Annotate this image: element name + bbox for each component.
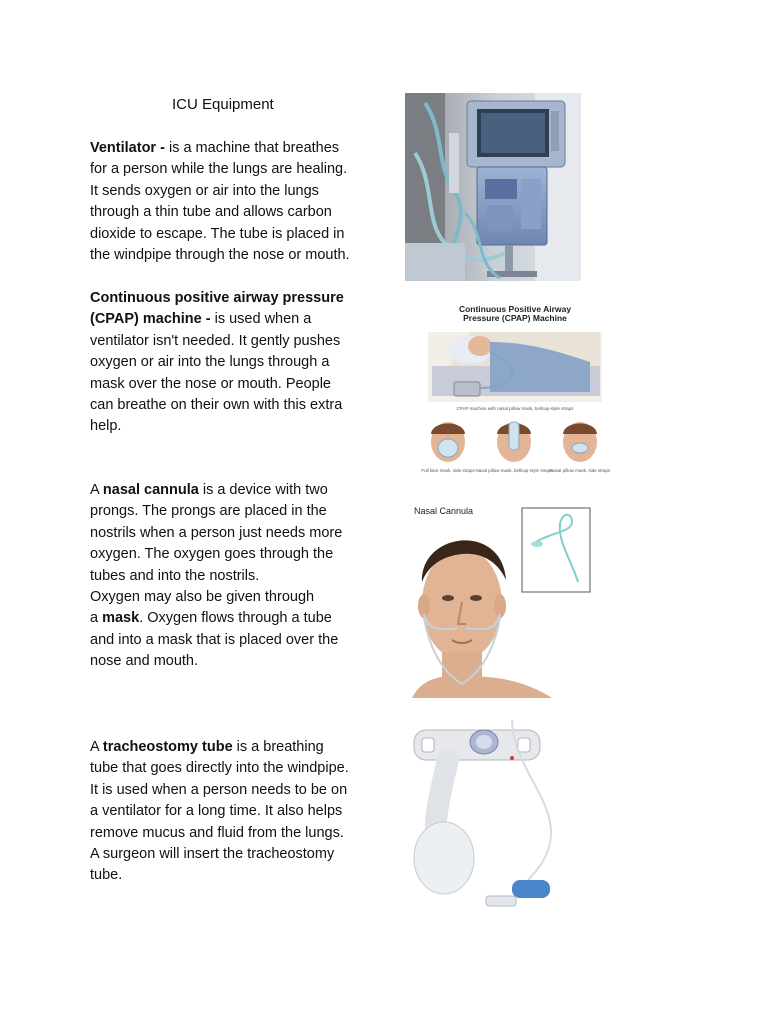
ventilator-term: Ventilator -: [90, 140, 169, 156]
tracheostomy-paragraph: A tracheostomy tube is a breathing tube that goes directly into the windpipe. It is used when a person needs to be on a ventilator for a long time. It also helps remove mucus and fluid from the lungs. A surgeon will insert the tracheostomy tube.: [90, 739, 349, 884]
nasal-cannula-paragraph: A nasal cannula is a device with two prongs. The prongs are placed in the nostrils when a person just needs more oxygen. The oxygen goes through the tubes and into the nostrils. Oxygen may also be given through a mask. Oxygen flows through a tube and into a mask that is placed over the nose and mouth.: [90, 482, 343, 670]
ventilator-image: [405, 93, 581, 281]
cpap-label-3: Nasal pillow mask, side straps: [549, 468, 611, 473]
cpap-paragraph: Continuous positive airway pressure (CPAP) machine - is used when a ventilator isn't needed. It gently pushes oxygen or air into the lungs through a mask over the nose or mouth. People can breathe on their own with this extra help.: [90, 290, 344, 435]
cpap-label-1: Full face mask, side straps: [421, 468, 475, 473]
nasal-cannula-label: Nasal Cannula: [414, 506, 474, 516]
nasal-cannula-term: nasal cannula: [102, 482, 199, 498]
cpap-figure-title: Continuous Positive Airway: [458, 304, 572, 314]
ventilator-paragraph: Ventilator - is a machine that breathes for a person while the lungs are healing. It sends oxygen or air into the lungs through a thin tube and allows carbon dioxide to escape. The tube is placed in the windpipe through the nose or mouth.: [90, 140, 350, 264]
tracheostomy-term: tracheostomy tube: [102, 739, 233, 755]
cpap-label-2: Nasal pillow mask, bellcap-style straps: [475, 468, 553, 473]
cpap-caption: CPAP machine with nasal pillow mask, bellcap-style straps: [456, 406, 574, 411]
cpap-term: Continuous positive airway pressure: [90, 290, 344, 306]
cpap-figure-title-2: Pressure (CPAP) Machine: [463, 313, 567, 323]
tracheostomy-tube-image: [408, 720, 576, 916]
page-title: ICU Equipment: [172, 96, 274, 113]
mask-term: mask: [102, 610, 140, 627]
nasal-cannula-image: [412, 502, 594, 698]
cpap-term-2: (CPAP) machine -: [90, 311, 215, 328]
cpap-image: [410, 302, 620, 490]
